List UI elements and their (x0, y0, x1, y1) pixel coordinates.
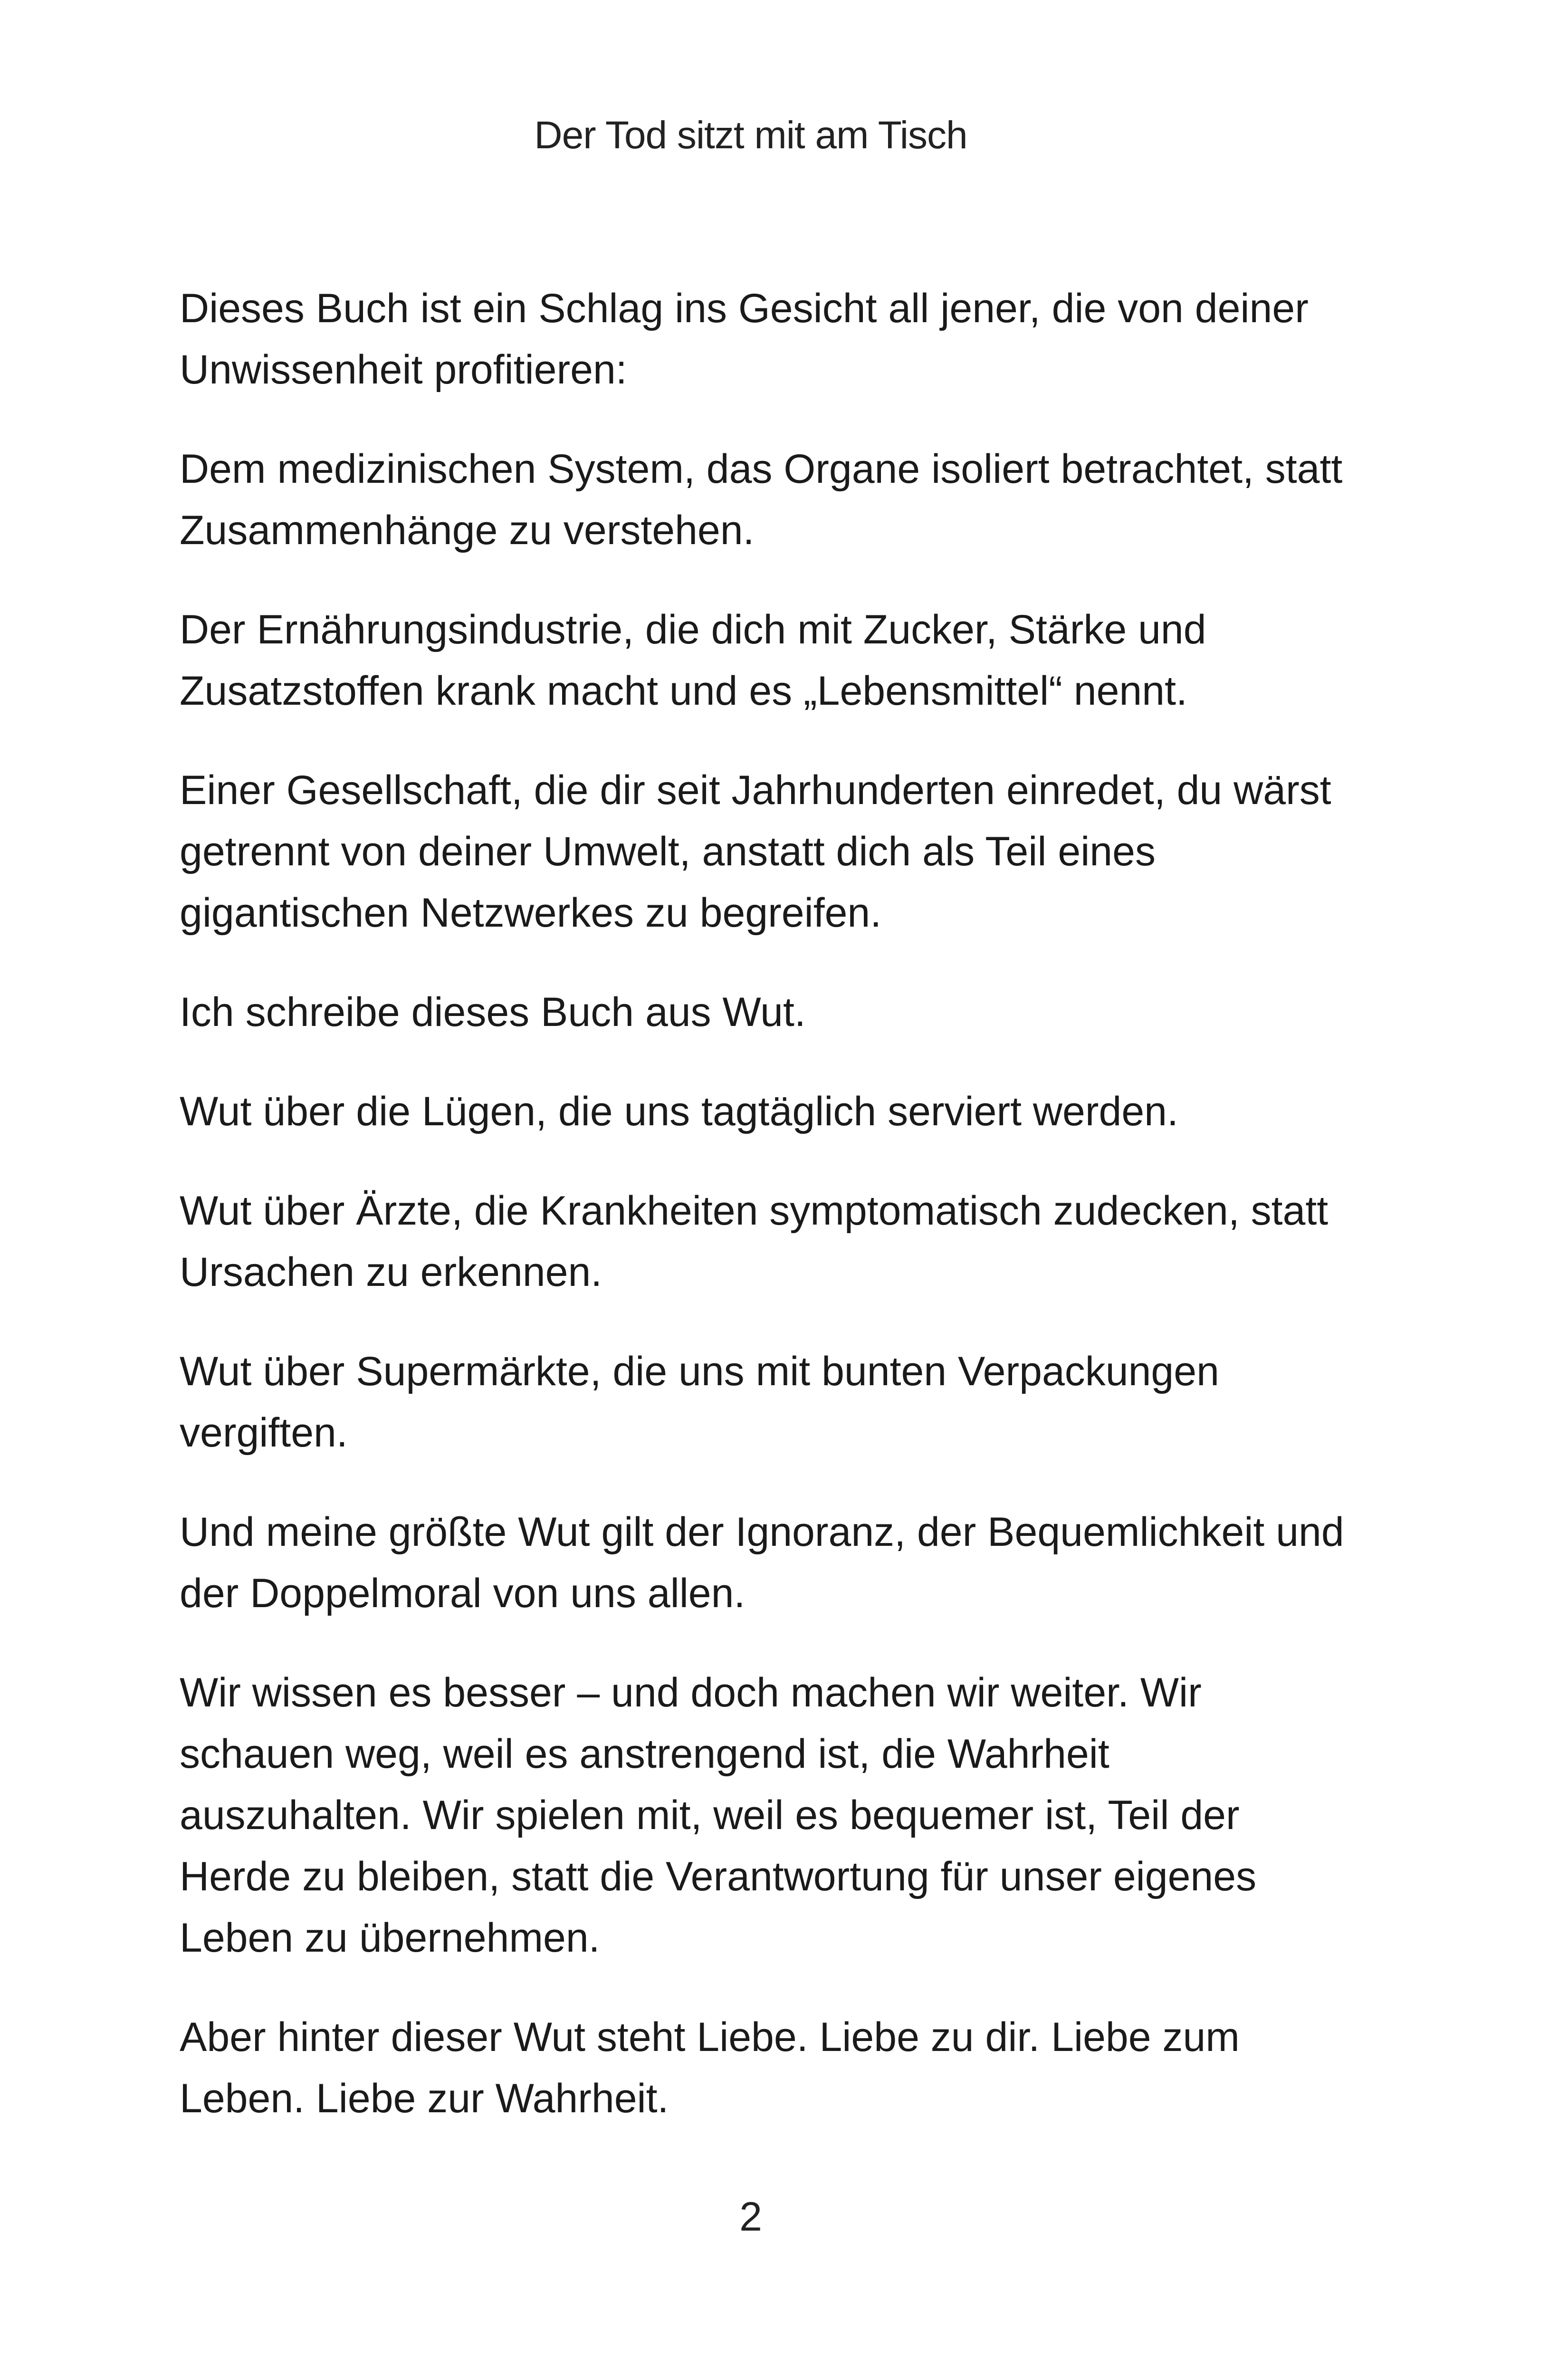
paragraph: Und meine größte Wut gilt der Ignoranz, der Bequemlichkeit und der Doppelmoral von uns allen. (180, 1509, 1344, 1616)
paragraph: Einer Gesellschaft, die dir seit Jahrhunderten einredet, du wärst getrennt von deiner Umwelt, anstatt dich als Teil eines gigantischen Netzwerkes zu begreifen. (180, 767, 1331, 936)
page-number: 2 (739, 2194, 762, 2240)
paragraph: Wir wissen es besser – und doch machen wir weiter. Wir schauen weg, weil es anstrengend ist, die Wahrheit auszuhalten. Wir spielen mit, weil es bequemer ist, Teil der Herde zu bleiben, statt die Verantwortung für unser eigenes Leben zu übernehmen. (180, 1670, 1257, 1961)
body-text (180, 278, 1348, 2167)
paragraph: Dem medizinischen System, das Organe isoliert betrachtet, statt Zusammenhänge zu verstehen. (180, 446, 1343, 553)
paragraph: Wut über Ärzte, die Krankheiten symptomatisch zudecken, statt Ursachen zu erkennen. (180, 1188, 1329, 1295)
paragraph: Dieses Buch ist ein Schlag ins Gesicht all jener, die von deiner Unwissenheit profitieren: (180, 286, 1309, 393)
paragraph: Ich schreibe dieses Buch aus Wut. (180, 989, 806, 1035)
paragraph: Der Ernährungsindustrie, die dich mit Zucker, Stärke und Zusatzstoffen krank macht und es „Lebensmittel“ nennt. (180, 607, 1206, 714)
paragraph: Wut über Supermärkte, die uns mit bunten Verpackungen vergiften. (180, 1349, 1219, 1456)
paragraph: Aber hinter dieser Wut steht Liebe. Liebe zu dir. Liebe zum Leben. Liebe zur Wahrheit. (180, 2014, 1240, 2121)
paragraph: Wut über die Lügen, die uns tagtäglich serviert werden. (180, 1089, 1178, 1134)
running-header-title: Der Tod sitzt mit am Tisch (534, 114, 967, 157)
